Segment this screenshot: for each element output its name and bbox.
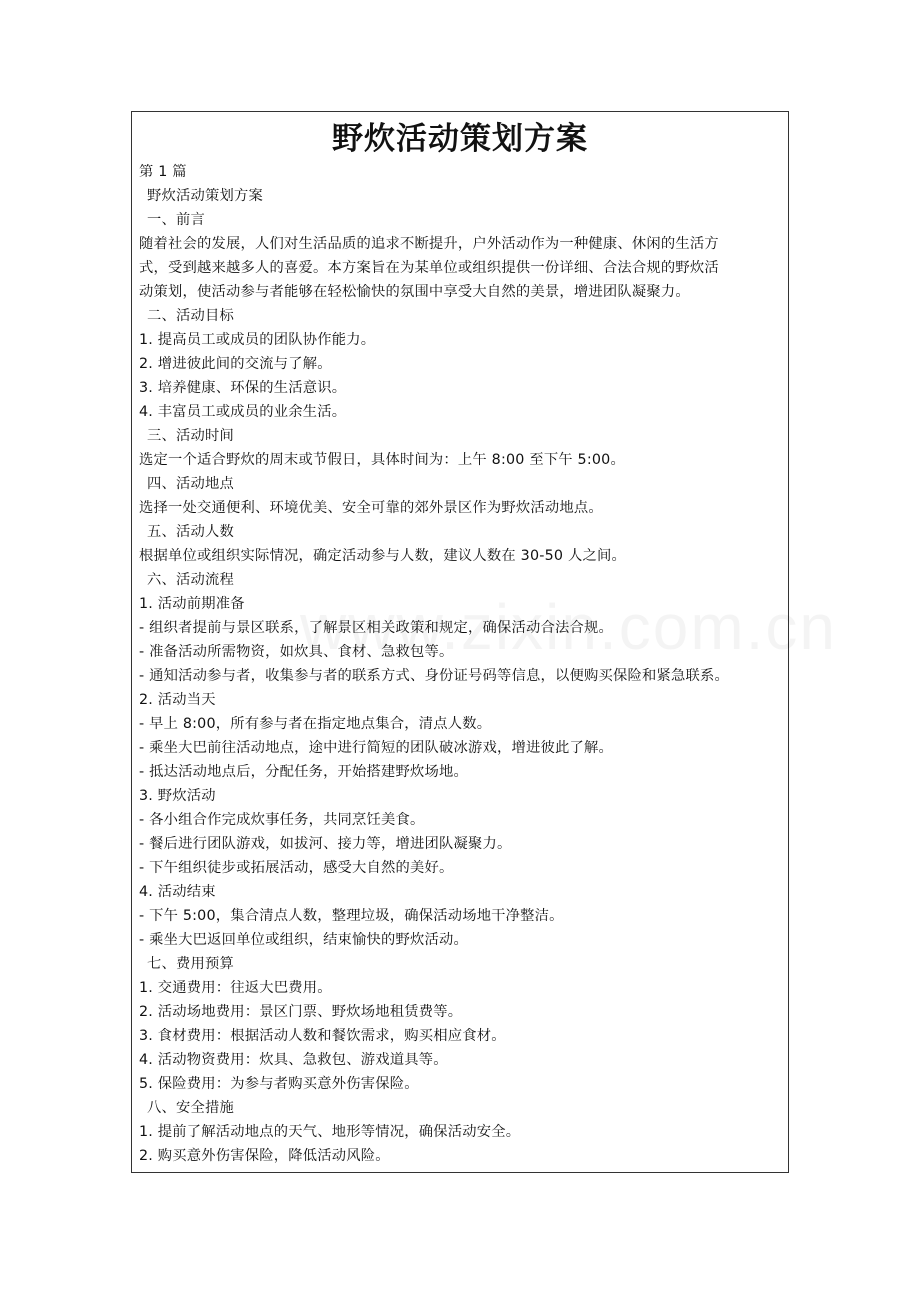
document-line: 1. 活动前期准备 xyxy=(139,596,245,612)
document-line: - 准备活动所需物资，如炊具、食材、急救包等。 xyxy=(139,644,454,660)
document-line: 2. 活动场地费用：景区门票、野炊场地租赁费等。 xyxy=(139,1004,463,1020)
document-line: 四、活动地点 xyxy=(147,476,234,492)
document-line: 1. 提前了解活动地点的天气、地形等情况，确保活动安全。 xyxy=(139,1124,521,1140)
document-line: 5. 保险费用：为参与者购买意外伤害保险。 xyxy=(139,1076,419,1092)
document-line: 选定一个适合野炊的周末或节假日，具体时间为：上午 8:00 至下午 5:00。 xyxy=(139,452,625,468)
document-line: - 下午 5:00，集合清点人数，整理垃圾，确保活动场地干净整洁。 xyxy=(139,908,564,924)
document-line: 2. 增进彼此间的交流与了解。 xyxy=(139,356,332,372)
document-line: 4. 活动结束 xyxy=(139,884,216,900)
document-line: - 乘坐大巴返回单位或组织，结束愉快的野炊活动。 xyxy=(139,932,469,948)
document-line: 式，受到越来越多人的喜爱。本方案旨在为某单位或组织提供一份详细、合法合规的野炊活 xyxy=(139,260,719,276)
document-line: 选择一处交通便利、环境优美、安全可靠的郊外景区作为野炊活动地点。 xyxy=(139,500,603,516)
document-line: - 乘坐大巴前往活动地点，途中进行简短的团队破冰游戏，增进彼此了解。 xyxy=(139,740,613,756)
document-title: 野炊活动策划方案 xyxy=(332,121,588,157)
document-line: 2. 购买意外伤害保险，降低活动风险。 xyxy=(139,1148,390,1164)
document-line: 动策划，使活动参与者能够在轻松愉快的氛围中享受大自然的美景，增进团队凝聚力。 xyxy=(139,284,690,300)
document-line: 根据单位或组织实际情况，确定活动参与人数，建议人数在 30-50 人之间。 xyxy=(139,548,626,564)
document-line: 第 1 篇 xyxy=(139,164,187,180)
document-line: 随着社会的发展，人们对生活品质的追求不断提升，户外活动作为一种健康、休闲的生活方 xyxy=(139,236,719,252)
document-line: - 抵达活动地点后，分配任务，开始搭建野炊场地。 xyxy=(139,764,469,780)
document-line: - 组织者提前与景区联系，了解景区相关政策和规定，确保活动合法合规。 xyxy=(139,620,613,636)
document-line: 3. 培养健康、环保的生活意识。 xyxy=(139,380,347,396)
document-line: 一、前言 xyxy=(147,212,205,228)
document-line: 三、活动时间 xyxy=(147,428,234,444)
document-line: 五、活动人数 xyxy=(147,524,234,540)
document-frame xyxy=(131,111,789,1173)
document-line: 1. 交通费用：往返大巴费用。 xyxy=(139,980,332,996)
document-line: 二、活动目标 xyxy=(147,308,234,324)
document-line: 3. 野炊活动 xyxy=(139,788,216,804)
document-line: - 早上 8:00，所有参与者在指定地点集合，清点人数。 xyxy=(139,716,492,732)
document-line: 1. 提高员工或成员的团队协作能力。 xyxy=(139,332,376,348)
document-line: 野炊活动策划方案 xyxy=(147,188,263,204)
document-line: - 通知活动参与者，收集参与者的联系方式、身份证号码等信息，以便购买保险和紧急联系。 xyxy=(139,668,729,684)
document-line: 七、费用预算 xyxy=(147,956,234,972)
document-line: 4. 活动物资费用：炊具、急救包、游戏道具等。 xyxy=(139,1052,448,1068)
document-body xyxy=(132,160,788,1168)
document-line: 4. 丰富员工或成员的业余生活。 xyxy=(139,404,347,420)
document-line: 2. 活动当天 xyxy=(139,692,216,708)
document-line: 3. 食材费用：根据活动人数和餐饮需求，购买相应食材。 xyxy=(139,1028,506,1044)
document-line: 六、活动流程 xyxy=(147,572,234,588)
document-line: - 餐后进行团队游戏，如拔河、接力等，增进团队凝聚力。 xyxy=(139,836,512,852)
document-line: - 各小组合作完成炊事任务，共同烹饪美食。 xyxy=(139,812,425,828)
document-line: 八、安全措施 xyxy=(147,1100,234,1116)
document-line: - 下午组织徒步或拓展活动，感受大自然的美好。 xyxy=(139,860,454,876)
